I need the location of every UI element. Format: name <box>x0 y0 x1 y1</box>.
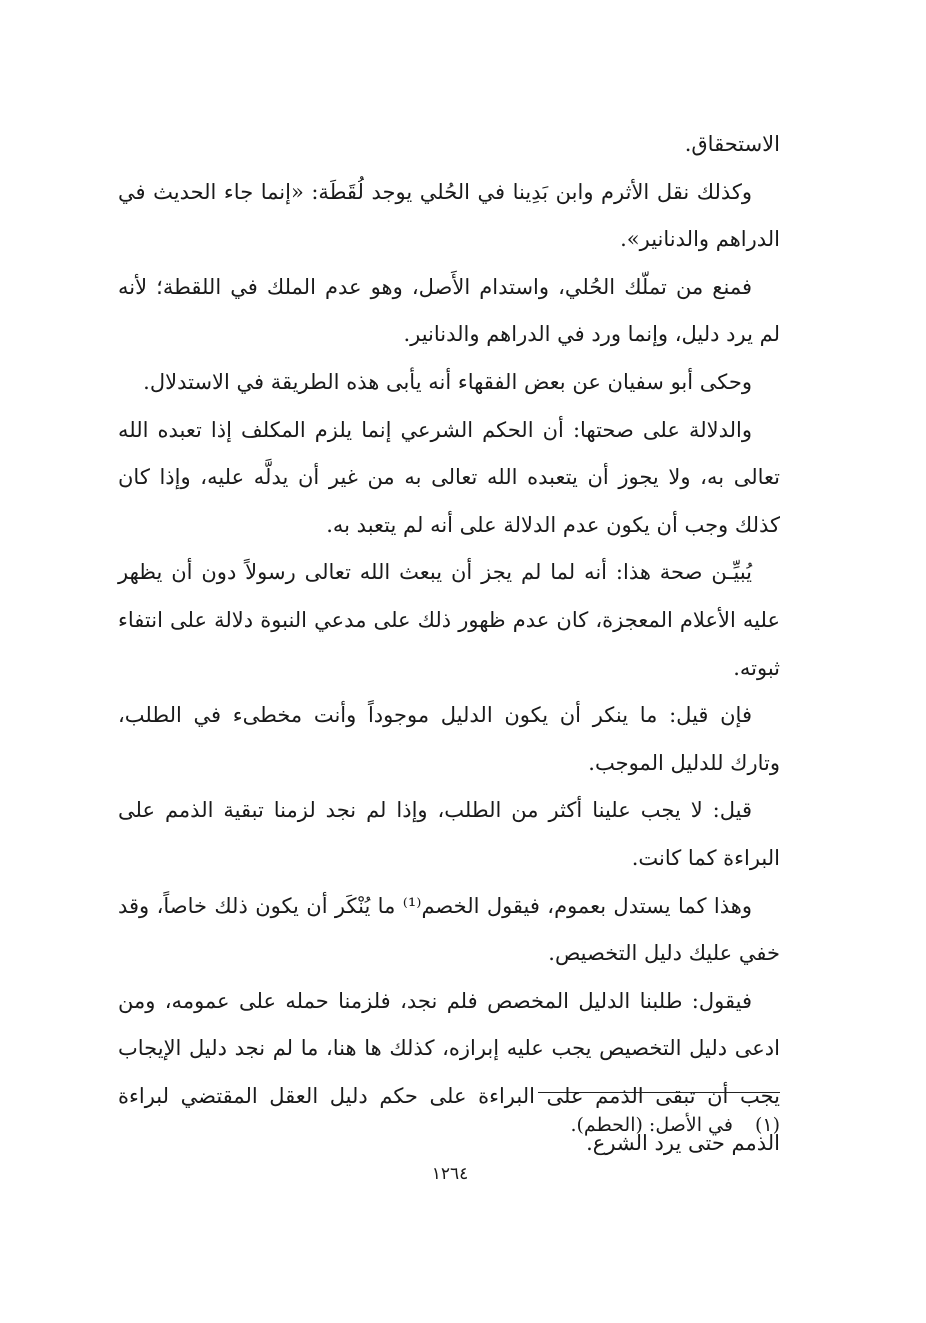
paragraph: وحكى أبو سفيان عن بعض الفقهاء أنه يأبى هذه الطريقة في الاستدلال. <box>143 369 752 394</box>
paragraph: وكذلك نقل الأثرم وابن بَدِينا في الحُلي يوجد لُقَطَة: «إنما جاء الحديث في الدراهم والدنانير». <box>118 179 780 252</box>
footnote-separator <box>538 1092 780 1093</box>
paragraph: يُبيِّـن صحة هذا: أنه لما لم يجز أن يبعث الله تعالى رسولاً دون أن يظهر عليه الأعلام المعجزة، كان عدم ظهور ذلك على مدعي النبوة دلالة على انتفاء ثبوته. <box>118 560 780 680</box>
paragraph: قيل: لا يجب علينا أكثر من الطلب، وإذا لم نجد لزمنا تبقية الذمم على البراءة كما كانت. <box>118 798 780 870</box>
paragraph: الاستحقاق. <box>684 132 780 156</box>
footnote-number: (١) <box>754 1114 780 1136</box>
paragraph: وهذا كما يستدل بعموم، فيقول الخصم⁽¹⁾ ما يُنْكَر أن يكون ذلك خاصاً، وقد خفي عليك دليل التخصيص. <box>118 893 780 966</box>
footnote <box>300 1110 780 1140</box>
main-text <box>118 121 780 1168</box>
page-number: ١٢٦٤ <box>431 1164 469 1184</box>
paragraph: فيقول: طلبنا الدليل المخصص فلم نجد، فلزمنا حمله على عمومه، ومن ادعى دليل التخصيص يجب عليه إبرازه، كذلك ها هنا، ما لم نجد دليل الإيجاب يجب أن تبقى الذمم على البراءة على حكم دليل العقل المقتضي لبراءة الذمم حتى يرد الشرع. <box>118 988 780 1156</box>
footnote-text: في الأصل: (الحطم). <box>570 1114 733 1136</box>
paragraph: فإن قيل: ما ينكر أن يكون الدليل موجوداً وأنت مخطىء في الطلب، وتارك للدليل الموجب. <box>118 703 780 775</box>
paragraph: والدلالة على صحتها: أن الحكم الشرعي إنما يلزم المكلف إذا تعبده الله تعالى به، ولا يجوز أن يتعبده الله تعالى به من غير أن يدلَّه عليه، وإذا كان كذلك وجب أن يكون عدم الدلالة على أنه لم يتعبد به. <box>118 417 780 537</box>
paragraph: فمنع من تملّك الحُلي، واستدام الأَصل، وهو عدم الملك في اللقطة؛ لأنه لم يرد دليل، وإنما ورد في الدراهم والدنانير. <box>118 274 780 347</box>
